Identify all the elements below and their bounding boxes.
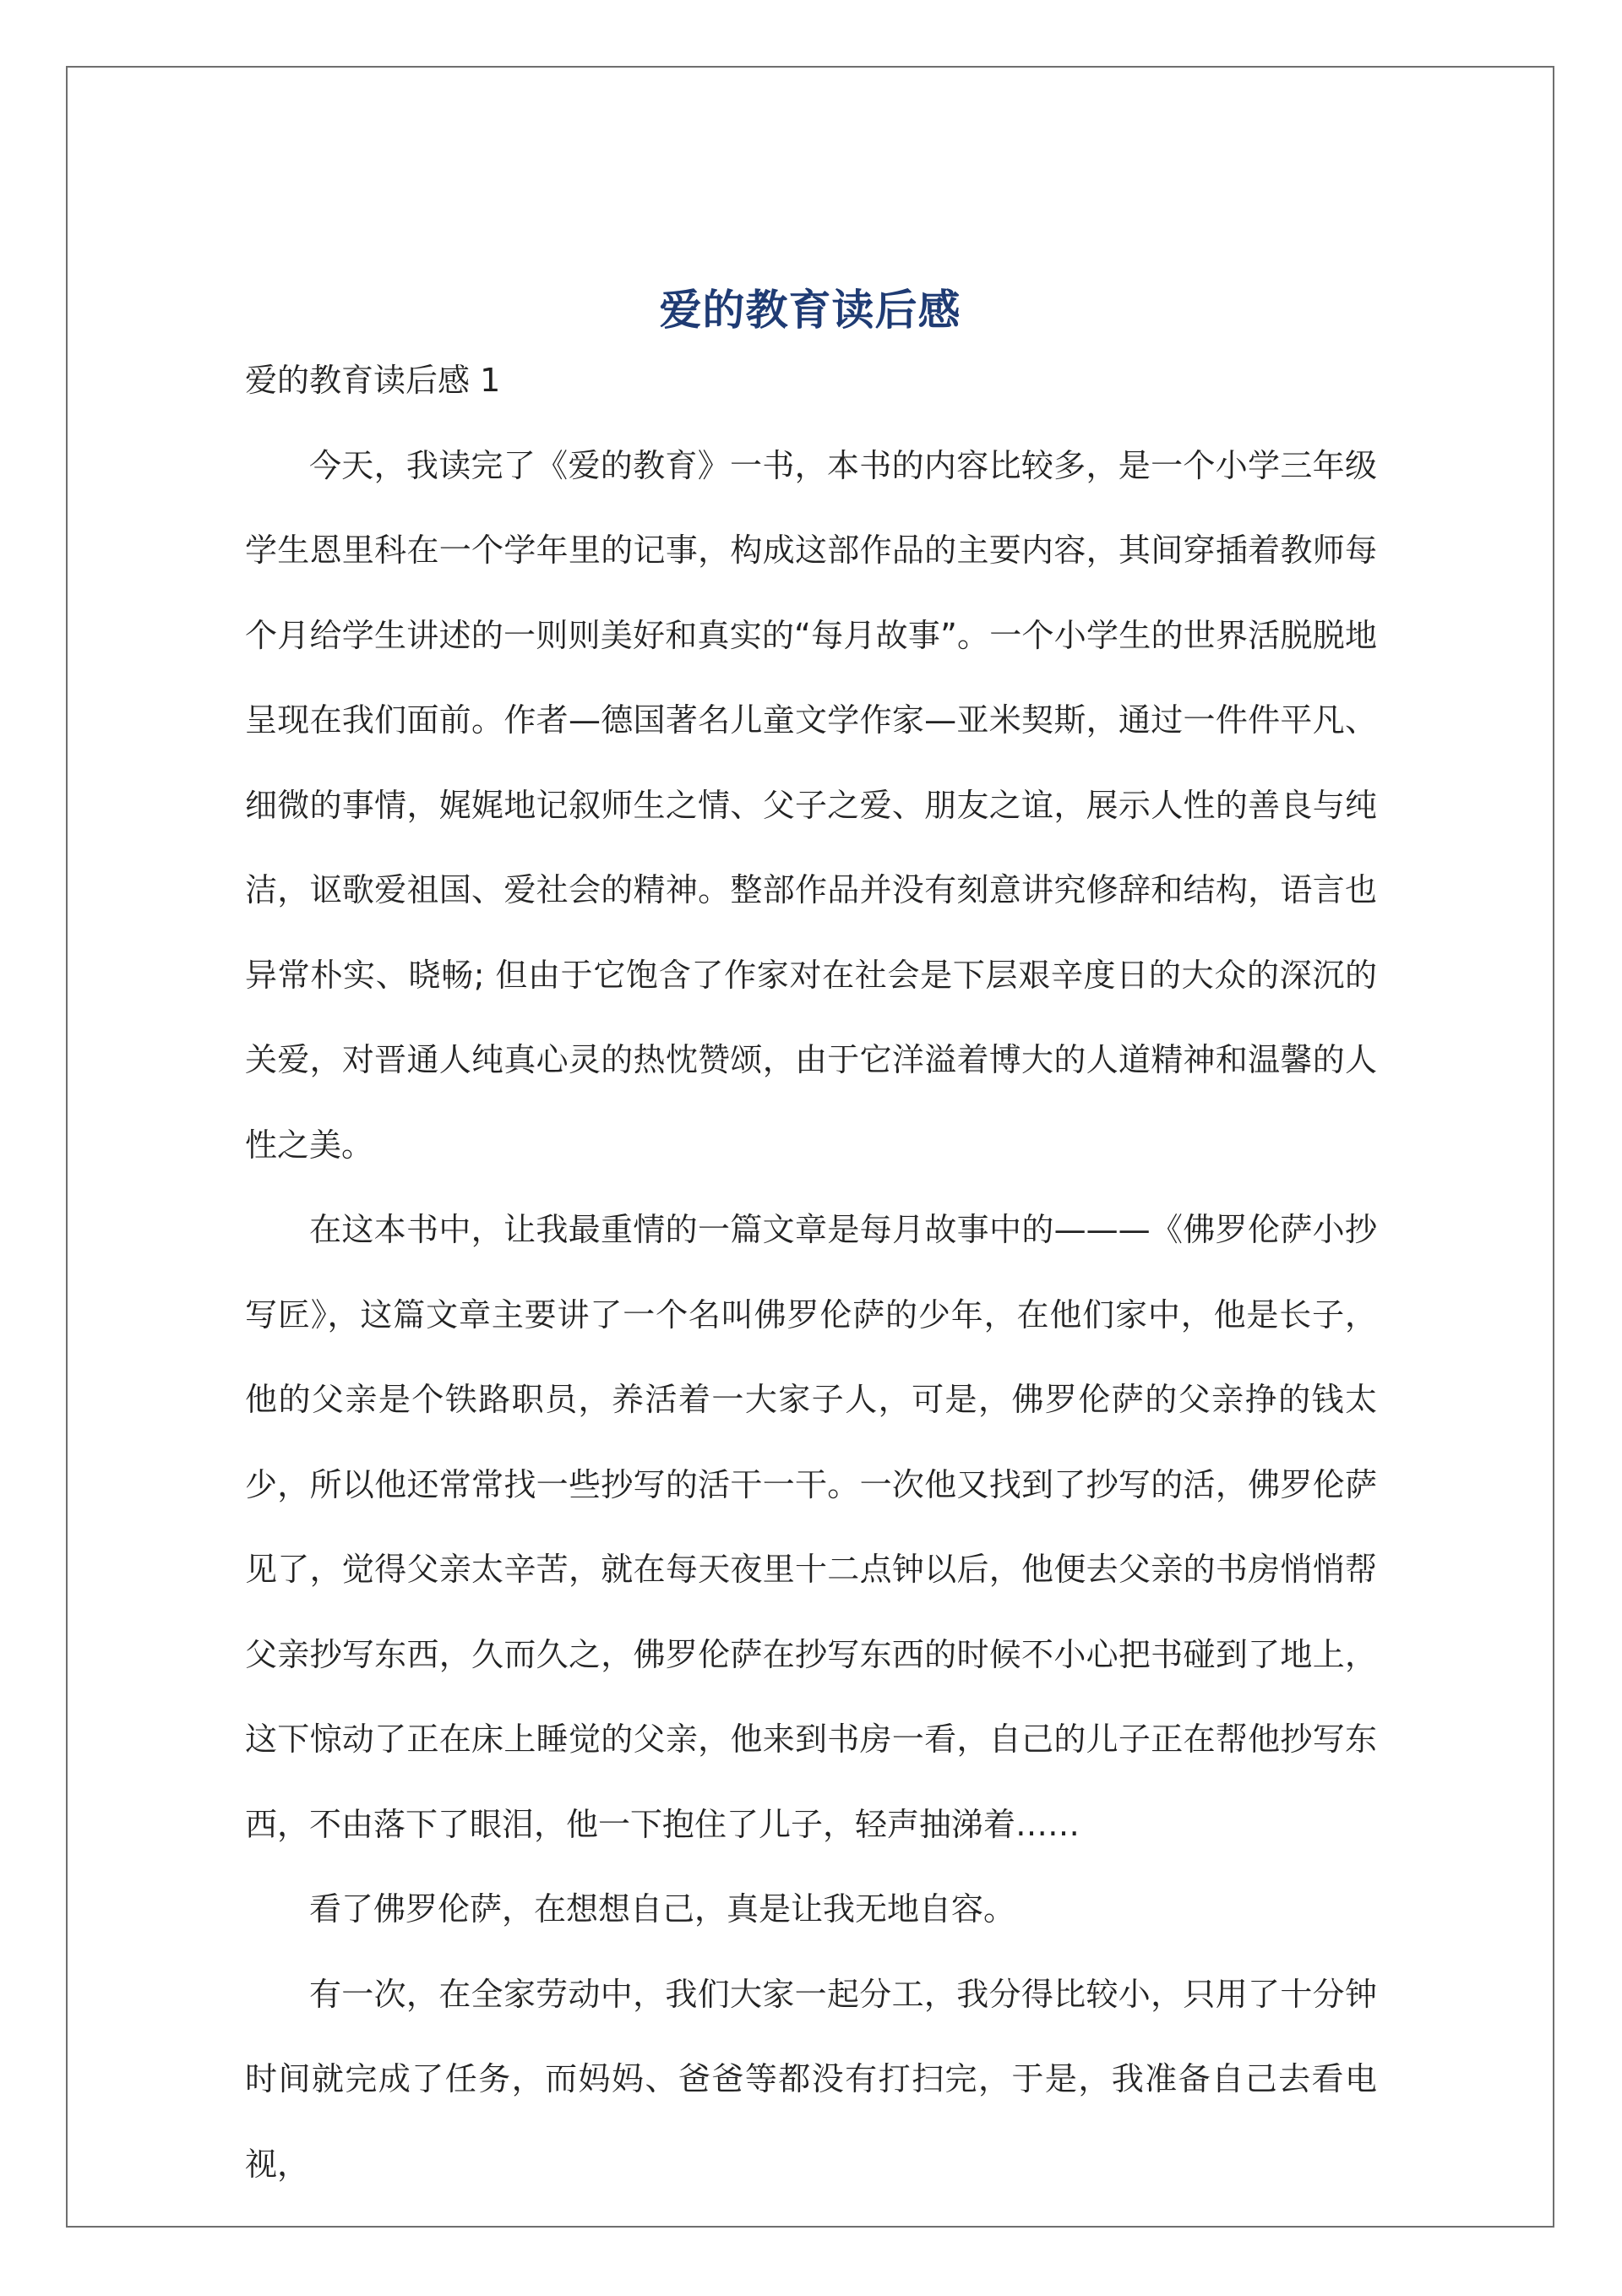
document-body [245, 338, 1377, 2206]
paragraph-1: 今天，我读完了《爱的教育》一书，本书的内容比较多，是一个小学三年级学生恩里科在一个学年里的记事，构成这部作品的主要内容，其间穿插着教师每个月给学生讲述的一则则美好和真实的“每月故事”。一个小学生的世界活脱脱地呈现在我们面前。作者—德国著名儿童文学作家—亚米契斯，通过一件件平凡、细微的事情，娓娓地记叙师生之情、父子之爱、朋友之谊，展示人性的善良与纯洁，讴歌爱祖国、爱社会的精神。整部作品并没有刻意讲究修辞和结构，语言也异常朴实、晓畅; 但由于它饱含了作家对在社会是下层艰辛度日的大众的深沉的关爱，对晋通人纯真心灵的热忱赞颂，由于它洋溢着博大的人道精神和温馨的人性之美。 [245, 446, 1377, 1164]
section-heading: 爱的教育读后感 1 [245, 362, 501, 399]
paragraph-3: 看了佛罗伦萨，在想想自己，真是让我无地自容。 [309, 1890, 1016, 1928]
paragraph-2: 在这本书中，让我最重情的一篇文章是每月故事中的———《佛罗伦萨小抄写匠》，这篇文章主要讲了一个名叫佛罗伦萨的少年，在他们家中，他是长子，他的父亲是个铁路职员，养活着一大家子人，可是，佛罗伦萨的父亲挣的钱太少，所以他还常常找一些抄写的活干一干。一次他又找到了抄写的活，佛罗伦萨见了，觉得父亲太辛苦，就在每天夜里十二点钟以后，他便去父亲的书房悄悄帮父亲抄写东西，久而久之，佛罗伦萨在抄写东西的时候不小心把书碰到了地上，这下惊动了正在床上睡觉的父亲，他来到书房一看，自己的儿子正在帮他抄写东西，不由落下了眼泪，他一下抱住了儿子，轻声抽涕着…… [245, 1211, 1377, 1843]
paragraph-4: 有一次，在全家劳动中，我们大家一起分工，我分得比较小，只用了十分钟时间就完成了任务，而妈妈、爸爸等都没有打扫完，于是，我准备自己去看电视， [245, 1975, 1377, 2183]
document-title: 爱的教育读后感 [659, 286, 961, 335]
